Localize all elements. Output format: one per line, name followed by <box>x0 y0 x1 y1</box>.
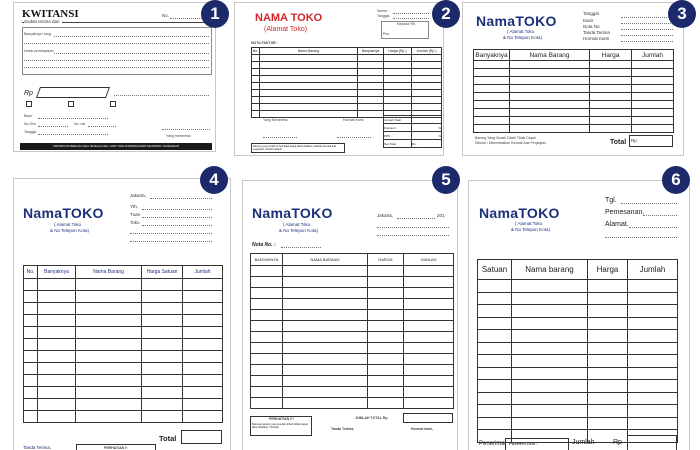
jumlah-currency: Rp <box>613 439 622 446</box>
perhatian-text: Barang-barang yang sudah dibeli tidak dapat dikembalikan / ditukar <box>252 422 308 430</box>
invoice-form-4 <box>13 178 231 450</box>
store-phone: & No Telepon Kota) <box>511 227 550 232</box>
perhatian-label: PERHATIAN : <box>509 441 538 446</box>
total-box[interactable] <box>181 430 222 444</box>
items-table <box>23 265 223 423</box>
field-hormat-kami: Hormat Kami <box>583 36 610 41</box>
field-alamat: Alamat. <box>605 221 629 228</box>
received-from-label: Sudah terima dari <box>24 19 60 24</box>
field-jakarta: Jakarta, <box>377 213 394 218</box>
header-quantity: Banyaknya <box>38 266 76 279</box>
totals-table: Jumlah Total Discount % PPN % Net Total Rp. <box>384 117 441 146</box>
checkbox-transfer[interactable] <box>110 101 116 107</box>
tanda-terima-label: Tanda Terima, <box>23 445 52 450</box>
items-table <box>473 49 674 133</box>
header-quantity: BANYAKNYA <box>251 254 283 266</box>
amount-words-label: Banyaknya Uang <box>24 32 51 36</box>
field-tanda-terima: Tanda Terima <box>583 30 610 35</box>
amount-box[interactable] <box>36 87 110 98</box>
receipt-form-kwitansi <box>13 2 216 152</box>
date-label: Tanggal <box>24 130 37 134</box>
store-brand: NamaTOKO <box>476 13 557 29</box>
field-tgl: Tgl. <box>605 197 617 204</box>
header-item-name: Nama Barang <box>76 266 142 279</box>
badge-3: 3 <box>668 0 696 28</box>
sender-label: Yang Menerima <box>263 118 288 122</box>
notice-box <box>251 143 345 153</box>
header-item-name: NAMA BARANG <box>283 254 368 266</box>
store-phone: & No Telepon Kota) <box>50 228 89 233</box>
jumlah-label: Jumlah <box>572 439 595 446</box>
total-label: Jumlah Total <box>384 116 412 124</box>
items-table <box>477 259 678 443</box>
rupiah-label: Rp <box>24 90 33 97</box>
total-label: Total <box>610 139 627 146</box>
field-kasir: Kasir <box>583 18 594 23</box>
perhatian-label: PERHATIAN !!! <box>269 417 294 421</box>
header-price: Harga (Rp.) <box>384 48 412 55</box>
header-unit-price: Harga Satuan <box>142 266 183 279</box>
store-brand: NamaTOKO <box>23 205 104 221</box>
invoice-form-5 <box>242 180 458 450</box>
field-toko: Toko <box>130 220 140 225</box>
purpose-label: Untuk pembayaran <box>24 49 54 53</box>
cheque-label: No.Giro <box>24 122 37 126</box>
tanda-terima-label: Tanda Terima, <box>331 427 355 431</box>
receiver-label: Hormat Kami <box>343 118 364 122</box>
store-phone: & No Telepon Kota) <box>503 35 542 40</box>
return-policy-line1: Barang Yang Sudah Dibeli Tidak Dapat <box>475 136 536 140</box>
header-amount: Jumlah <box>628 260 678 280</box>
pen-label: Pen. <box>383 32 391 36</box>
store-address: ( Alamat Toko <box>54 222 82 227</box>
badge-2: 2 <box>432 0 460 28</box>
jumlah-total-box[interactable] <box>403 413 453 423</box>
badge-5: 5 <box>432 166 460 194</box>
header-amount: JUMLAH <box>404 254 454 266</box>
checkbox-cash[interactable] <box>26 101 32 107</box>
total-currency: Rp <box>631 138 637 143</box>
field-pemesanan: Pemesanan. <box>605 209 645 216</box>
field-tanggal: Tanggal <box>583 11 599 16</box>
field-year: 201 <box>437 213 445 218</box>
nota-faktur-label: NOTA FAKTUR : <box>251 41 278 45</box>
perhatian-label: PERHATIAN !! <box>104 446 128 450</box>
header-no: No. <box>24 266 38 279</box>
header-price: Harga <box>590 50 632 61</box>
header-amount: Jumlah (Rp.) <box>412 48 442 55</box>
store-brand: NamaTOKO <box>252 205 333 221</box>
header-amount: Jumlah <box>183 266 223 279</box>
store-address: ( Alamat Toko <box>283 222 311 227</box>
kwitansi-footer-bar <box>20 143 212 150</box>
return-policy-line2: Ditukar / Dikembalikan Kecuali Ada Perjanjian <box>475 141 547 145</box>
total-label: Total <box>159 434 177 443</box>
header-item-name: Nama Barang <box>510 50 590 61</box>
store-brand: NamaTOKO <box>479 205 560 221</box>
header-no: No. <box>252 49 259 53</box>
invoice-form-nota-faktur <box>234 2 444 156</box>
kwitansi-footer-text: KWITANSI INI BERLAKU SAH, SETELAH CEK / GIRO YANG DITERIMA DAPAT DICAIRKAN / DIUANGKAN <box>53 145 179 148</box>
field-yth: Yth, <box>130 204 139 209</box>
badge-4: 4 <box>200 166 228 194</box>
header-item-name: Nama Barang <box>260 48 358 55</box>
badge-1: 1 <box>201 0 229 28</box>
jumlah-box[interactable] <box>627 435 677 450</box>
kwitansi-title: KWITANSI <box>22 8 79 20</box>
header-item-name: Nama barang <box>512 260 588 280</box>
header-amount: Jumlah <box>632 50 674 61</box>
invoice-form-3 <box>462 2 684 156</box>
net-total-label: Net Total <box>384 140 412 148</box>
field-tuan: Tuan <box>130 212 141 217</box>
tanggal-label: Tanggal : <box>377 14 392 18</box>
notice-text: Barang yang sudah di beli tidak dapat dikembalikan / ditukar kecuali ada perjanjian terlebih dahulu <box>253 145 337 152</box>
items-table <box>250 253 454 409</box>
header-quantity: Banyaknya <box>475 51 508 59</box>
bank-label: Bank <box>24 114 32 118</box>
invoice-table <box>251 47 442 118</box>
nota-number-label: Nota No. : <box>252 242 276 248</box>
penerima-label: Penerima, <box>479 441 507 447</box>
field-jakarta: Jakarta, <box>130 193 147 198</box>
store-address: (Alamat Toko) <box>264 26 308 33</box>
header-quantity: Banyaknya <box>358 48 384 55</box>
jumlah-total-label: JUMLAH TOTAL Rp. <box>355 416 389 420</box>
ppn-label: PPN <box>384 132 412 140</box>
kepada-label: Kepada Yth. <box>397 22 417 26</box>
checkbox-cheque[interactable] <box>68 101 74 107</box>
discount-label: Discount <box>384 124 412 132</box>
header-price: HARGA <box>368 254 404 266</box>
header-price: Harga <box>588 260 628 280</box>
nomor-label: Nomor : <box>377 9 390 13</box>
hormat-kami-label: Hormat kami, <box>411 427 434 431</box>
store-phone: & No Telepon Kota) <box>279 228 318 233</box>
account-number-label: No. rek <box>74 122 86 126</box>
signature-label: Yang menerima <box>166 134 191 138</box>
store-address: ( Alamat Toko <box>507 29 535 34</box>
receipt-number-label: No. <box>162 13 170 18</box>
store-address: ( Alamat Toko <box>515 221 543 226</box>
store-name: NAMA TOKO <box>255 12 323 24</box>
invoice-form-6 <box>468 180 690 450</box>
header-unit: Satuan <box>478 260 512 280</box>
badge-6: 6 <box>662 166 690 194</box>
field-nota-no: Nota No <box>583 24 600 29</box>
